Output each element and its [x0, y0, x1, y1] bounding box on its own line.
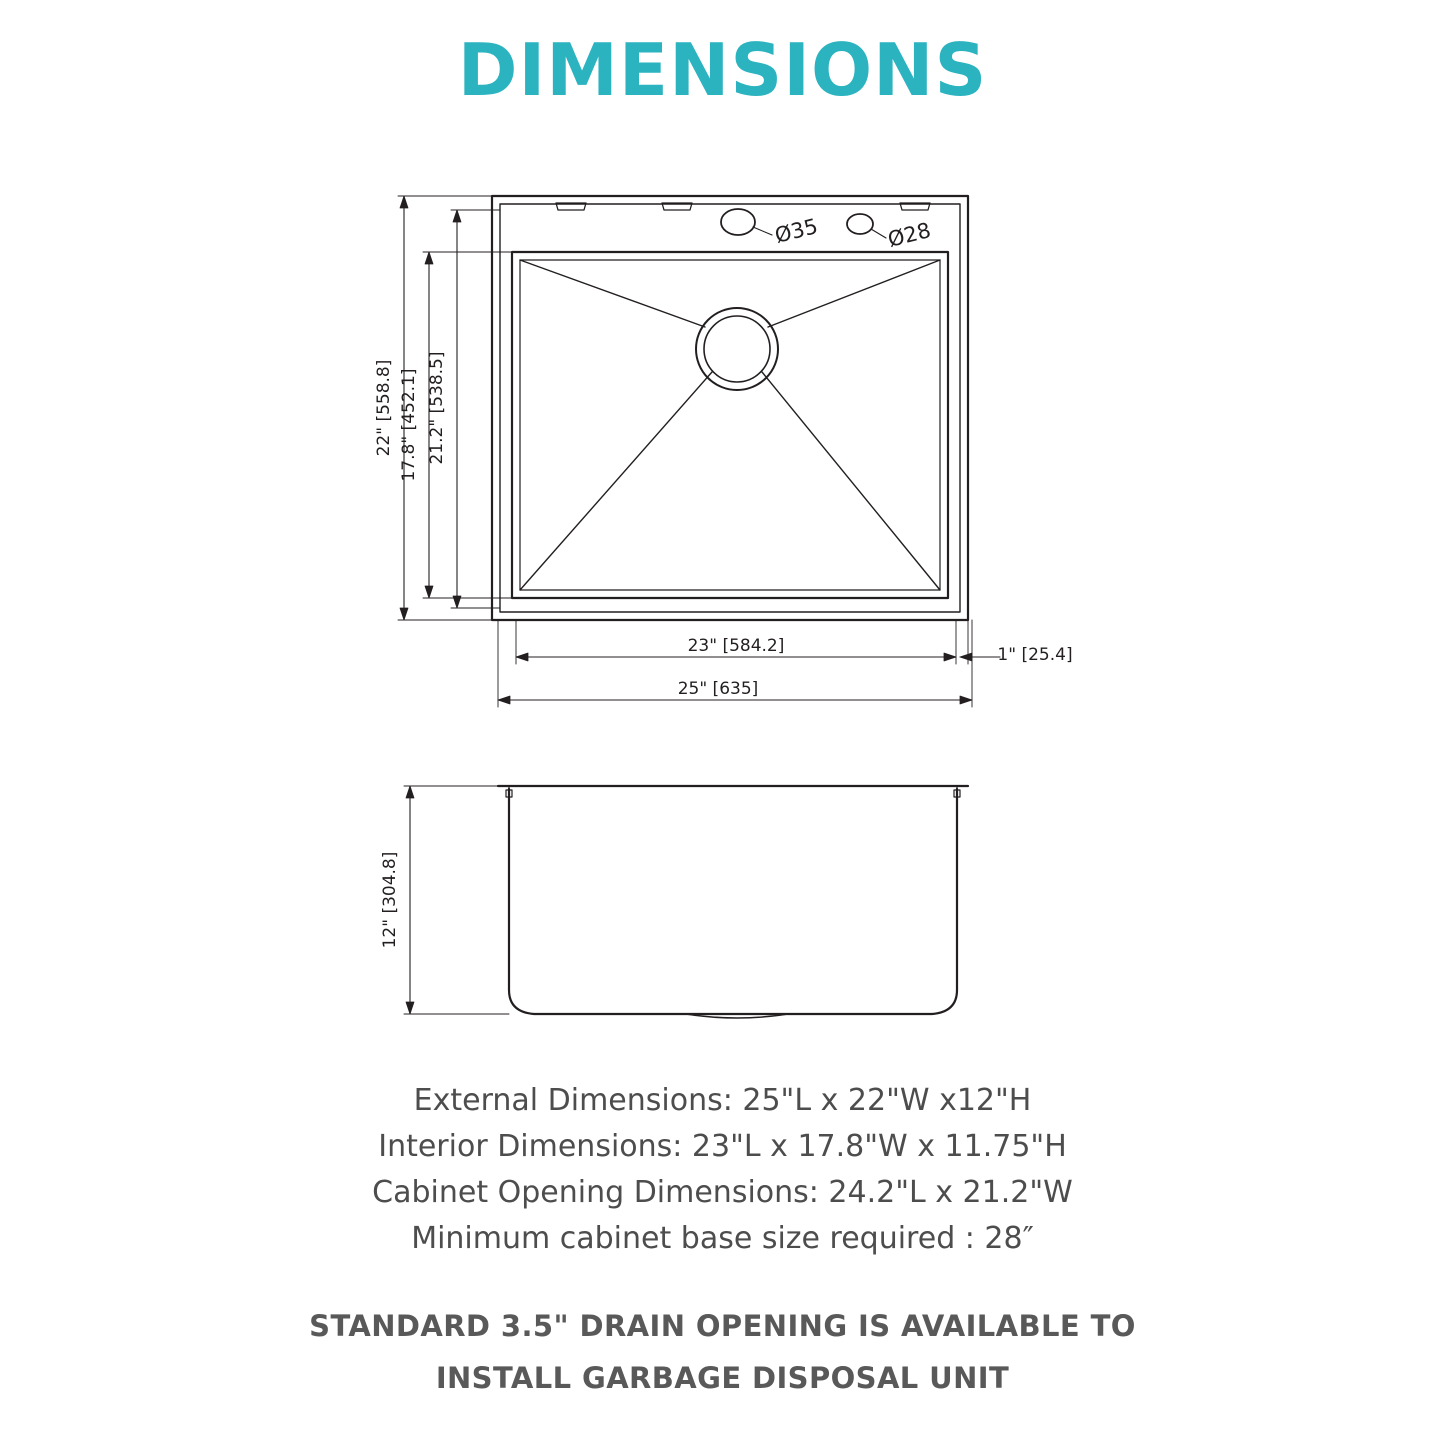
dim-label-outer-height: 22" [558.8]: [374, 359, 394, 457]
drain-note: [0, 1300, 1445, 1404]
spec-external-dimensions: External Dimensions: 25"L x 22"W x12"H: [413, 1083, 1032, 1118]
spec-cabinet-opening-dimensions: Cabinet Opening Dimensions: 24.2"L x 21.2"W: [372, 1175, 1073, 1210]
dim-label-interior-height: 17.8" [452.1]: [399, 368, 419, 482]
dim-label-interior-width: 23" [584.2]: [687, 636, 785, 656]
dim-label-rim-width: 1" [25.4]: [997, 645, 1073, 665]
page-title: DIMENSIONS: [457, 28, 988, 112]
spec-interior-dimensions: Interior Dimensions: 23"L x 17.8"W x 11.75"H: [378, 1129, 1067, 1164]
spec-list: [0, 1078, 1445, 1262]
dim-label-hole-large: Ø35: [772, 214, 821, 248]
dim-label-side-height: 12" [304.8]: [380, 851, 400, 949]
drain-note-line-1: STANDARD 3.5" DRAIN OPENING IS AVAILABLE TO: [309, 1309, 1136, 1343]
dim-label-cabinet-height: 21.2" [538.5]: [427, 351, 447, 465]
drain-note-line-2: INSTALL GARBAGE DISPOSAL UNIT: [435, 1361, 1010, 1395]
dim-label-outer-width: 25" [635]: [677, 679, 759, 699]
dim-label-hole-small: Ø28: [885, 218, 934, 252]
spec-minimum-cabinet-base: Minimum cabinet base size required : 28″: [411, 1221, 1034, 1256]
